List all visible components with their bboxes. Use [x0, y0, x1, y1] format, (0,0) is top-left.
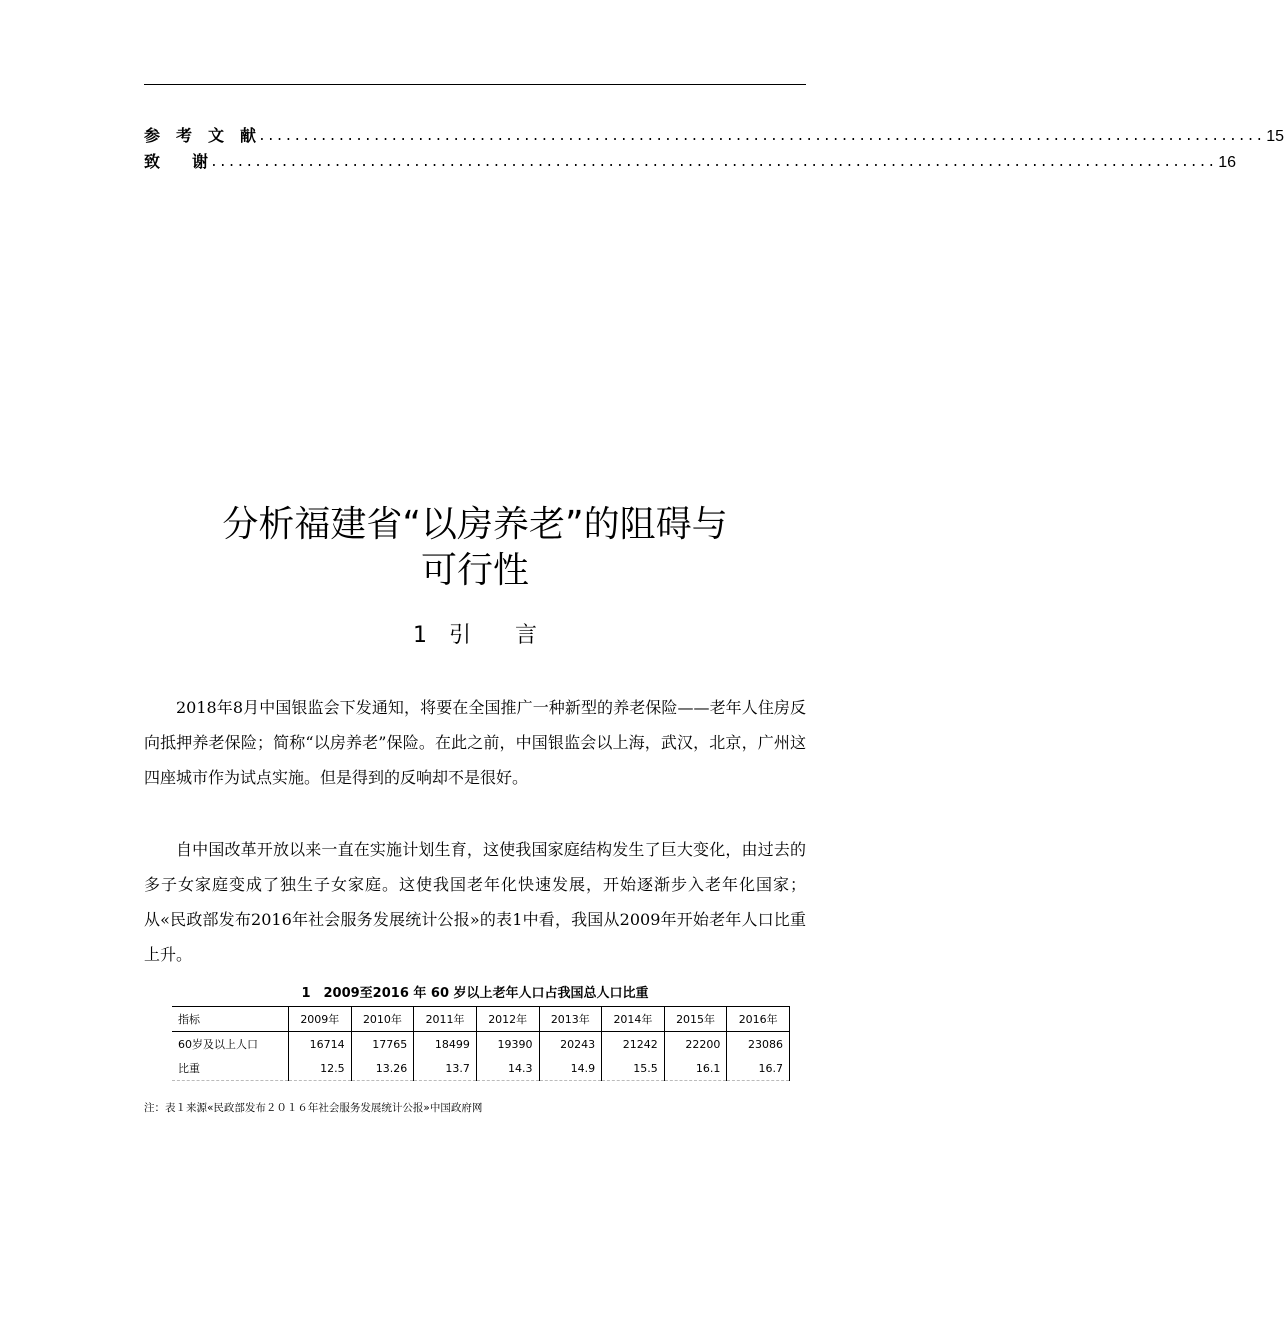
toc-leader: ..................................................................................................................	[258, 129, 1265, 144]
header-cell: 2010年	[351, 1007, 414, 1032]
section-heading: 1 引 言	[413, 623, 537, 648]
header-cell: 指标	[172, 1007, 289, 1032]
table-cell: 15.5	[602, 1056, 665, 1081]
header-cell: 2016年	[727, 1007, 790, 1032]
toc-page-number: 15	[1266, 128, 1284, 145]
toc-leader: ..................................................................................................................	[210, 155, 1217, 170]
table-cell: 16.1	[664, 1056, 727, 1081]
row-label: 比重	[172, 1056, 289, 1081]
table-cell: 16714	[289, 1032, 352, 1057]
table-cell: 22200	[664, 1032, 727, 1057]
table-note: 注：表１来源«民政部发布２０１６年社会服务发展统计公报»中国政府网	[144, 1102, 483, 1114]
toc-label: 参 考 文 献	[144, 126, 257, 145]
table-cell: 18499	[414, 1032, 477, 1057]
table-cell: 17765	[351, 1032, 414, 1057]
table-cell: 13.26	[351, 1056, 414, 1081]
table-cell: 19390	[476, 1032, 539, 1057]
header-cell: 2014年	[602, 1007, 665, 1032]
title-line-1: 分析福建省“以房养老”的阻碍与	[222, 504, 728, 545]
table-cell: 16.7	[727, 1056, 790, 1081]
header-cell: 2012年	[476, 1007, 539, 1032]
table-cell: 23086	[727, 1032, 790, 1057]
toc-entry-acknowledgements[interactable]	[144, 150, 1237, 172]
table-cell: 13.7	[414, 1056, 477, 1081]
table-cell: 14.9	[539, 1056, 602, 1081]
table-row	[172, 1056, 790, 1081]
header-cell: 2011年	[414, 1007, 477, 1032]
paragraph-1: 2018年8月中国银监会下发通知，将要在全国推广一种新型的养老保险——老年人住房反向抵押养老保险；简称“以房养老”保险。在此之前，中国银监会以上海，武汉，北京，广州这四座城市作为试点实施。但是得到的反响却不是很好。	[144, 698, 806, 787]
header-cell: 2015年	[664, 1007, 727, 1032]
toc-entry-references[interactable]	[144, 124, 1284, 146]
paragraph-2: 自中国改革开放以来一直在实施计划生育，这使我国家庭结构发生了巨大变化，由过去的多子女家庭变成了独生子女家庭。这使我国老年化快速发展，开始逐渐步入老年化国家；从«民政部发布2016年社会服务发展统计公报»的表1中看，我国从2009年开始老年人口比重上升。	[144, 840, 806, 964]
toc-page-number: 16	[1218, 154, 1237, 171]
table-caption: 1 2009至2016 年 60 岁以上老年人口占我国总人口比重	[301, 986, 649, 1001]
document-title	[144, 502, 806, 594]
table-header-row	[172, 1007, 790, 1032]
table-row	[172, 1032, 790, 1057]
row-label: 60岁及以上人口	[172, 1032, 289, 1057]
toc-label: 致 谢	[144, 152, 209, 171]
header-cell: 2009年	[289, 1007, 352, 1032]
population-table	[172, 1006, 790, 1081]
header-rule	[144, 84, 806, 85]
title-line-2: 可行性	[420, 550, 529, 591]
table-cell: 14.3	[476, 1056, 539, 1081]
table-cell: 21242	[602, 1032, 665, 1057]
header-cell: 2013年	[539, 1007, 602, 1032]
table-cell: 12.5	[289, 1056, 352, 1081]
table-cell: 20243	[539, 1032, 602, 1057]
